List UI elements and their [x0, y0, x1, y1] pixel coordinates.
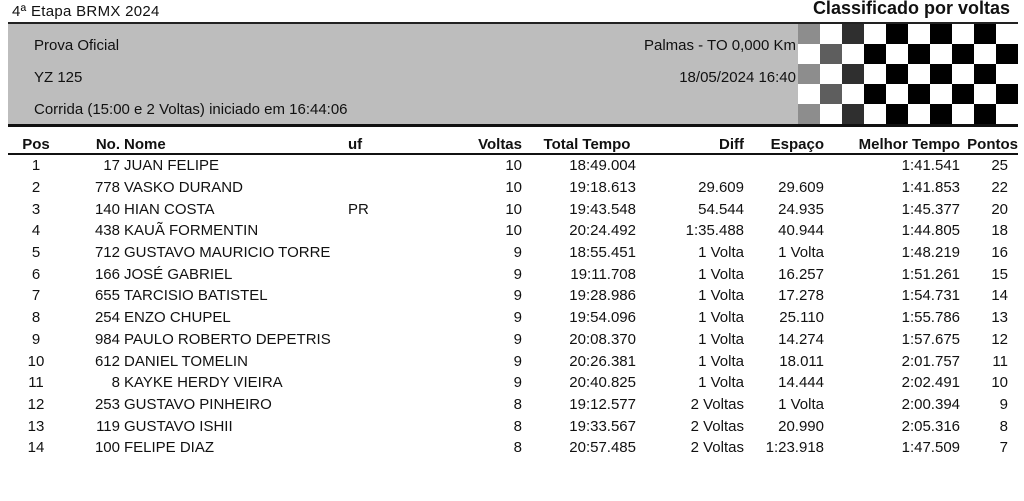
checker-square [886, 84, 908, 104]
cell-uf [342, 307, 432, 329]
results-table [8, 135, 1018, 459]
table-row [8, 394, 1018, 416]
col-pos: Pos [8, 135, 64, 154]
cell-gap: 17.278 [778, 287, 824, 305]
table-row [8, 307, 1018, 329]
cell-diff: 2 Voltas [690, 439, 744, 457]
cell-gap: 40.944 [778, 222, 824, 240]
cell-pos: 9 [31, 330, 41, 348]
checker-square [996, 84, 1018, 104]
checker-square [930, 64, 952, 84]
table-row [8, 242, 1018, 264]
checker-square [952, 84, 974, 104]
checker-square [930, 44, 952, 64]
cell-best-time: 1:44.805 [901, 222, 960, 240]
cell-gap: 29.609 [778, 179, 824, 197]
cell-no: 778 [94, 179, 120, 197]
cell-gap: 24.935 [778, 200, 824, 218]
checker-square [886, 104, 908, 124]
checker-square [974, 84, 996, 104]
col-no: No. [64, 135, 120, 154]
checker-square [842, 104, 864, 124]
checker-square [908, 64, 930, 84]
cell-pos: 5 [31, 244, 41, 262]
cell-name: HIAN COSTA [124, 200, 215, 218]
cell-name: KAYKE HERDY VIEIRA [124, 374, 283, 392]
checker-square [820, 64, 842, 84]
cell-laps: 10 [505, 200, 522, 218]
checker-square [798, 64, 820, 84]
cell-points: 25 [991, 157, 1008, 175]
cell-gap: 1 Volta [778, 395, 824, 413]
col-uf: uf [342, 135, 432, 154]
cell-points: 20 [991, 200, 1008, 218]
cell-diff: 1:35.488 [685, 222, 744, 240]
cell-points: 10 [991, 374, 1008, 392]
cell-total-time: 20:40.825 [569, 374, 636, 392]
cell-name: JOSÉ GABRIEL [124, 265, 233, 283]
cell-laps: 10 [505, 179, 522, 197]
cell-diff: 1 Volta [698, 309, 744, 327]
cell-name: PAULO ROBERTO DEPETRIS [124, 330, 331, 348]
cell-diff: 1 Volta [698, 265, 744, 283]
cell-points: 7 [999, 439, 1008, 457]
cell-total-time: 19:18.613 [569, 179, 636, 197]
cell-points: 14 [991, 287, 1008, 305]
cell-name: ENZO CHUPEL [124, 309, 231, 327]
cell-name: TARCISIO BATISTEL [124, 287, 268, 305]
checker-square [864, 44, 886, 64]
cell-pos: 7 [31, 287, 41, 305]
checker-square [952, 24, 974, 44]
cell-best-time: 2:01.757 [901, 352, 960, 370]
cell-total-time: 20:57.485 [569, 439, 636, 457]
col-laps: Voltas [432, 135, 522, 154]
table-row [8, 329, 1018, 351]
cell-best-time: 1:45.377 [901, 200, 960, 218]
col-best-time: Melhor Tempo [824, 135, 960, 154]
cell-uf [342, 329, 432, 351]
checker-square [974, 44, 996, 64]
cell-total-time: 20:26.381 [569, 352, 636, 370]
checker-square [952, 44, 974, 64]
cell-diff: 2 Voltas [690, 395, 744, 413]
checker-square [864, 24, 886, 44]
cell-pos: 8 [31, 309, 41, 327]
checker-square [820, 84, 842, 104]
checkered-flag-icon [798, 24, 1018, 124]
cell-total-time: 19:33.567 [569, 417, 636, 435]
cell-points: 11 [992, 352, 1008, 370]
checker-square [864, 104, 886, 124]
cell-laps: 8 [513, 395, 522, 413]
checker-square [952, 104, 974, 124]
cell-uf [342, 437, 432, 459]
cell-gap: 1:23.918 [765, 439, 824, 457]
cell-best-time: 1:51.261 [901, 265, 960, 283]
checker-square [908, 24, 930, 44]
cell-uf: PR [348, 200, 369, 218]
cell-no: 119 [96, 417, 120, 435]
checker-square [908, 84, 930, 104]
cell-gap: 20.990 [778, 417, 824, 435]
cell-no: 100 [94, 439, 120, 457]
checker-square [886, 64, 908, 84]
location: Palmas - TO 0,000 Km [643, 37, 796, 54]
cell-name: GUSTAVO MAURICIO TORRE [124, 244, 331, 262]
table-row [8, 285, 1018, 307]
report-type: Classificado por voltas [812, 0, 1010, 18]
checker-square [820, 44, 842, 64]
cell-no: 712 [94, 244, 120, 262]
checker-square [952, 64, 974, 84]
cell-uf [342, 242, 432, 264]
col-name: Nome [120, 135, 342, 154]
cell-gap: 14.274 [778, 330, 824, 348]
cell-diff: 1 Volta [698, 352, 744, 370]
checker-square [930, 84, 952, 104]
cell-points: 18 [991, 222, 1008, 240]
cell-best-time: 1:41.853 [901, 179, 960, 197]
table-row [8, 220, 1018, 242]
cell-name: VASKO DURAND [124, 179, 243, 197]
cell-pos: 3 [31, 200, 41, 218]
cell-uf [342, 154, 432, 177]
cell-laps: 9 [513, 244, 522, 262]
cell-pos: 2 [31, 179, 41, 197]
cell-laps: 10 [505, 157, 522, 175]
session-name: Prova Oficial [34, 37, 120, 54]
cell-uf [342, 394, 432, 416]
cell-laps: 9 [513, 330, 522, 348]
checker-square [886, 24, 908, 44]
checker-square [930, 24, 952, 44]
checker-square [842, 84, 864, 104]
cell-laps: 8 [513, 417, 522, 435]
table-row [8, 415, 1018, 437]
table-row [8, 437, 1018, 459]
cell-no: 166 [94, 265, 120, 283]
cell-gap [744, 154, 824, 177]
cell-total-time: 19:11.708 [570, 265, 636, 283]
cell-gap: 18.011 [779, 352, 824, 370]
cell-no: 140 [94, 200, 120, 218]
cell-name: FELIPE DIAZ [124, 439, 215, 457]
checker-square [996, 44, 1018, 64]
race-info: Corrida (15:00 e 2 Voltas) iniciado em 16:44:06 [34, 101, 348, 118]
cell-gap: 14.444 [778, 374, 824, 392]
col-total-time: Total Tempo [522, 135, 652, 154]
cell-total-time: 19:28.986 [569, 287, 636, 305]
checker-square [842, 44, 864, 64]
checker-square [886, 44, 908, 64]
cell-points: 22 [991, 179, 1008, 197]
cell-best-time: 2:02.491 [901, 374, 960, 392]
cell-points: 12 [991, 330, 1008, 348]
cell-points: 15 [991, 265, 1008, 283]
cell-diff: 1 Volta [698, 374, 744, 392]
race-header [8, 22, 1018, 127]
cell-laps: 9 [513, 374, 522, 392]
checker-square [798, 104, 820, 124]
checker-square [908, 44, 930, 64]
table-row [8, 263, 1018, 285]
checker-square [974, 64, 996, 84]
cell-total-time: 20:24.492 [569, 222, 636, 240]
cell-diff: 2 Voltas [690, 417, 744, 435]
cell-uf [342, 263, 432, 285]
cell-name: DANIEL TOMELIN [124, 352, 248, 370]
checker-square [798, 44, 820, 64]
cell-best-time: 1:57.675 [901, 330, 960, 348]
cell-pos: 1 [31, 157, 41, 175]
cell-uf [342, 415, 432, 437]
cell-best-time: 1:48.219 [901, 244, 960, 262]
cell-name: GUSTAVO ISHII [124, 417, 233, 435]
cell-best-time: 1:55.786 [901, 309, 960, 327]
cell-total-time: 20:08.370 [569, 330, 636, 348]
cell-uf [342, 372, 432, 394]
cell-pos: 12 [27, 395, 45, 413]
checker-square [842, 24, 864, 44]
checker-square [996, 64, 1018, 84]
checker-square [930, 104, 952, 124]
table-header-row [8, 135, 1018, 154]
cell-diff: 1 Volta [698, 244, 744, 262]
cell-points: 13 [991, 309, 1008, 327]
cell-diff: 54.544 [698, 200, 744, 218]
checker-square [820, 104, 842, 124]
col-points: Pontos [960, 135, 1018, 154]
table-row [8, 198, 1018, 220]
cell-total-time: 18:55.451 [569, 244, 636, 262]
cell-name: JUAN FELIPE [124, 157, 220, 175]
cell-no: 17 [103, 157, 120, 175]
cell-points: 16 [991, 244, 1008, 262]
cell-best-time: 1:41.541 [901, 157, 960, 175]
table-row [8, 372, 1018, 394]
cell-laps: 8 [513, 439, 522, 457]
checker-square [996, 24, 1018, 44]
cell-no: 253 [94, 395, 120, 413]
cell-pos: 14 [27, 439, 45, 457]
cell-gap: 25.110 [779, 309, 824, 327]
cell-pos: 11 [28, 374, 44, 392]
race-datetime: 18/05/2024 16:40 [679, 69, 796, 86]
col-diff: Diff [652, 135, 744, 154]
checker-square [908, 104, 930, 124]
cell-total-time: 19:43.548 [569, 200, 636, 218]
cell-best-time: 1:54.731 [901, 287, 960, 305]
cell-pos: 4 [31, 222, 41, 240]
checker-square [820, 24, 842, 44]
cell-no: 8 [111, 374, 120, 392]
checker-square [798, 24, 820, 44]
cell-pos: 6 [31, 265, 41, 283]
checker-square [798, 84, 820, 104]
cell-uf [342, 285, 432, 307]
cell-laps: 9 [513, 352, 522, 370]
cell-gap: 1 Volta [778, 244, 824, 262]
table-row [8, 177, 1018, 199]
cell-best-time: 1:47.509 [901, 439, 960, 457]
cell-name: KAUÃ FORMENTIN [124, 222, 259, 240]
checker-square [996, 104, 1018, 124]
cell-no: 655 [94, 287, 120, 305]
cell-diff: 1 Volta [698, 287, 744, 305]
table-row [8, 350, 1018, 372]
cell-gap: 16.257 [778, 265, 824, 283]
cell-diff [652, 154, 744, 177]
cell-points: 9 [999, 395, 1008, 413]
cell-total-time: 19:12.577 [569, 395, 636, 413]
col-gap: Espaço [744, 135, 824, 154]
cell-laps: 9 [513, 309, 522, 327]
cell-laps: 9 [513, 287, 522, 305]
cell-points: 8 [999, 417, 1008, 435]
cell-uf [342, 177, 432, 199]
checker-square [974, 104, 996, 124]
cell-best-time: 2:00.394 [901, 395, 960, 413]
cell-uf [342, 350, 432, 372]
cell-diff: 1 Volta [698, 330, 744, 348]
cell-no: 254 [94, 309, 120, 327]
checker-square [864, 64, 886, 84]
cell-diff: 29.609 [698, 179, 744, 197]
checker-square [842, 64, 864, 84]
cell-pos: 10 [27, 352, 45, 370]
cell-pos: 13 [27, 417, 45, 435]
cell-no: 612 [94, 352, 120, 370]
checker-square [864, 84, 886, 104]
cell-no: 984 [94, 330, 120, 348]
table-row [8, 154, 1018, 177]
cell-best-time: 2:05.316 [901, 417, 960, 435]
event-title: 4ª Etapa BRMX 2024 [12, 3, 160, 20]
cell-no: 438 [94, 222, 120, 240]
cell-uf [342, 220, 432, 242]
checker-square [974, 24, 996, 44]
cell-laps: 10 [505, 222, 522, 240]
cell-total-time: 19:54.096 [569, 309, 636, 327]
cell-laps: 9 [513, 265, 522, 283]
cell-name: GUSTAVO PINHEIRO [124, 395, 272, 413]
cell-total-time: 18:49.004 [569, 157, 636, 175]
category-name: YZ 125 [34, 69, 83, 86]
